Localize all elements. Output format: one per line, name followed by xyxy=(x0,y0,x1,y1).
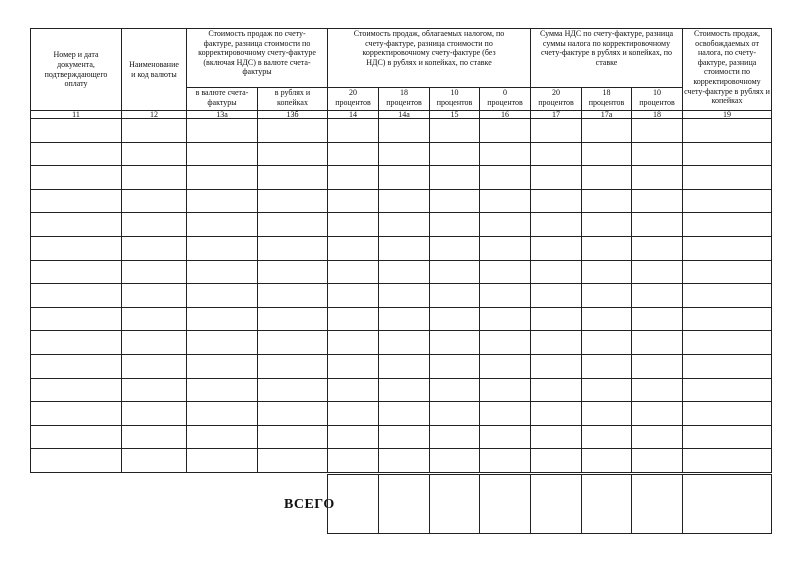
table-cell[interactable] xyxy=(531,425,582,449)
table-cell[interactable] xyxy=(379,166,430,190)
table-cell[interactable] xyxy=(31,189,122,213)
table-cell[interactable] xyxy=(187,378,258,402)
table-cell[interactable] xyxy=(328,189,379,213)
table-cell[interactable] xyxy=(582,425,632,449)
table-cell[interactable] xyxy=(480,354,531,378)
table-cell[interactable] xyxy=(632,449,683,473)
table-cell[interactable] xyxy=(187,189,258,213)
table-cell[interactable] xyxy=(258,449,328,473)
table-cell[interactable] xyxy=(328,402,379,426)
header-currency-name-code: Наименование и код валюты xyxy=(122,29,187,111)
table-cell[interactable] xyxy=(187,119,258,143)
table-row xyxy=(31,142,772,166)
column-number: 19 xyxy=(683,111,772,119)
table-cell[interactable] xyxy=(632,402,683,426)
table-cell[interactable] xyxy=(328,354,379,378)
table-cell[interactable] xyxy=(531,260,582,284)
table-cell[interactable] xyxy=(632,166,683,190)
table-cell[interactable] xyxy=(187,213,258,237)
total-cell[interactable] xyxy=(430,475,480,534)
table-cell[interactable] xyxy=(328,307,379,331)
table-cell[interactable] xyxy=(683,166,772,190)
table-cell[interactable] xyxy=(632,307,683,331)
total-row xyxy=(327,474,772,534)
table-cell[interactable] xyxy=(122,307,187,331)
table-cell[interactable] xyxy=(531,142,582,166)
table-cell[interactable] xyxy=(258,402,328,426)
table-cell[interactable] xyxy=(379,119,430,143)
table-cell[interactable] xyxy=(683,402,772,426)
rate-cell: 18 процентов xyxy=(582,88,632,111)
table-cell[interactable] xyxy=(480,284,531,308)
table-cell[interactable] xyxy=(379,260,430,284)
table-cell[interactable] xyxy=(328,236,379,260)
table-cell[interactable] xyxy=(31,142,122,166)
table-row xyxy=(31,260,772,284)
table-cell[interactable] xyxy=(31,284,122,308)
rate-cell: 20 процентов xyxy=(328,88,379,111)
table-cell[interactable] xyxy=(683,236,772,260)
table-cell[interactable] xyxy=(632,354,683,378)
table-cell[interactable] xyxy=(683,260,772,284)
table-cell[interactable] xyxy=(480,236,531,260)
column-number: 18 xyxy=(632,111,683,119)
total-cell[interactable] xyxy=(632,475,683,534)
column-number: 17 xyxy=(531,111,582,119)
table-cell[interactable] xyxy=(582,119,632,143)
table-cell[interactable] xyxy=(683,189,772,213)
table-cell[interactable] xyxy=(258,378,328,402)
table-cell[interactable] xyxy=(379,284,430,308)
table-cell[interactable] xyxy=(379,449,430,473)
rate-cell: 18 процентов xyxy=(379,88,430,111)
table-cell[interactable] xyxy=(258,142,328,166)
table-cell[interactable] xyxy=(328,213,379,237)
table-cell[interactable] xyxy=(122,260,187,284)
table-cell[interactable] xyxy=(683,331,772,355)
table-cell[interactable] xyxy=(480,307,531,331)
table-row xyxy=(31,119,772,143)
table-cell[interactable] xyxy=(531,402,582,426)
table-cell[interactable] xyxy=(328,142,379,166)
table-cell[interactable] xyxy=(328,425,379,449)
table-row xyxy=(31,307,772,331)
table-row xyxy=(31,425,772,449)
table-cell[interactable] xyxy=(31,378,122,402)
table-cell[interactable] xyxy=(531,119,582,143)
table-cell[interactable] xyxy=(187,236,258,260)
header-sales-in-rubles: в рублях и копейках xyxy=(258,88,328,111)
table-cell[interactable] xyxy=(379,213,430,237)
table-cell[interactable] xyxy=(531,284,582,308)
table-cell[interactable] xyxy=(632,378,683,402)
table-cell[interactable] xyxy=(480,166,531,190)
table-cell[interactable] xyxy=(531,236,582,260)
table-cell[interactable] xyxy=(480,189,531,213)
table-cell[interactable] xyxy=(582,354,632,378)
table-cell[interactable] xyxy=(31,402,122,426)
table-cell[interactable] xyxy=(632,142,683,166)
table-cell[interactable] xyxy=(582,189,632,213)
table-cell[interactable] xyxy=(258,260,328,284)
total-cell[interactable] xyxy=(379,475,430,534)
table-cell[interactable] xyxy=(258,119,328,143)
table-cell[interactable] xyxy=(430,260,480,284)
table-cell[interactable] xyxy=(582,142,632,166)
table-cell[interactable] xyxy=(480,260,531,284)
column-number: 17а xyxy=(582,111,632,119)
table-cell[interactable] xyxy=(379,402,430,426)
table-row xyxy=(31,449,772,473)
table-cell[interactable] xyxy=(187,260,258,284)
table-cell[interactable] xyxy=(187,166,258,190)
column-number: 14 xyxy=(328,111,379,119)
table-cell[interactable] xyxy=(122,402,187,426)
total-cell[interactable] xyxy=(328,475,379,534)
column-number: 14а xyxy=(379,111,430,119)
table-cell[interactable] xyxy=(187,449,258,473)
table-cell[interactable] xyxy=(258,166,328,190)
table-cell[interactable] xyxy=(683,119,772,143)
table-cell[interactable] xyxy=(430,189,480,213)
table-cell[interactable] xyxy=(122,213,187,237)
table-cell[interactable] xyxy=(379,307,430,331)
table-cell[interactable] xyxy=(480,119,531,143)
table-cell[interactable] xyxy=(683,307,772,331)
column-number: 12 xyxy=(122,111,187,119)
total-cell[interactable] xyxy=(480,475,531,534)
table-cell[interactable] xyxy=(430,119,480,143)
table-cell[interactable] xyxy=(480,425,531,449)
table-cell[interactable] xyxy=(328,378,379,402)
table-cell[interactable] xyxy=(258,236,328,260)
table-cell[interactable] xyxy=(258,354,328,378)
table-cell[interactable] xyxy=(582,284,632,308)
total-cell[interactable] xyxy=(582,475,632,534)
header-doc-number-date: Номер и дата документа, подтверждающего оплату xyxy=(31,29,122,111)
table-cell[interactable] xyxy=(379,354,430,378)
table-cell[interactable] xyxy=(258,189,328,213)
rate-cell: 0 процентов xyxy=(480,88,531,111)
table-cell[interactable] xyxy=(258,331,328,355)
table-cell[interactable] xyxy=(480,449,531,473)
column-number-row xyxy=(31,111,772,119)
table-cell[interactable] xyxy=(480,213,531,237)
table-row xyxy=(31,402,772,426)
table-cell[interactable] xyxy=(258,425,328,449)
table-cell[interactable] xyxy=(430,378,480,402)
table-cell[interactable] xyxy=(582,166,632,190)
table-cell[interactable] xyxy=(430,354,480,378)
table-cell[interactable] xyxy=(582,402,632,426)
header-sales-in-invoice-currency: в валюте счета-фактуры xyxy=(187,88,258,111)
table-cell[interactable] xyxy=(187,307,258,331)
table-cell[interactable] xyxy=(531,331,582,355)
table-cell[interactable] xyxy=(31,425,122,449)
table-cell[interactable] xyxy=(122,449,187,473)
table-row xyxy=(31,166,772,190)
table-cell[interactable] xyxy=(531,166,582,190)
table-cell[interactable] xyxy=(328,119,379,143)
table-cell[interactable] xyxy=(683,449,772,473)
table-cell[interactable] xyxy=(122,378,187,402)
table-cell[interactable] xyxy=(582,307,632,331)
table-cell[interactable] xyxy=(379,142,430,166)
table-cell[interactable] xyxy=(31,307,122,331)
table-cell[interactable] xyxy=(430,236,480,260)
table-cell[interactable] xyxy=(531,378,582,402)
column-number: 13б xyxy=(258,111,328,119)
table-cell[interactable] xyxy=(582,331,632,355)
table-cell[interactable] xyxy=(683,284,772,308)
table-cell[interactable] xyxy=(187,284,258,308)
table-cell[interactable] xyxy=(122,284,187,308)
rate-cell: 20 процентов xyxy=(531,88,582,111)
table-cell[interactable] xyxy=(430,449,480,473)
table-cell[interactable] xyxy=(480,402,531,426)
table-cell[interactable] xyxy=(430,166,480,190)
table-row xyxy=(31,354,772,378)
table-cell[interactable] xyxy=(430,213,480,237)
table-cell[interactable] xyxy=(632,189,683,213)
table-cell[interactable] xyxy=(328,331,379,355)
table-cell[interactable] xyxy=(683,425,772,449)
table-cell[interactable] xyxy=(379,189,430,213)
table-row xyxy=(31,284,772,308)
table-cell[interactable] xyxy=(582,260,632,284)
table-row xyxy=(31,189,772,213)
table-cell[interactable] xyxy=(187,142,258,166)
table-row xyxy=(31,378,772,402)
header-vat-amount: Сумма НДС по счету-фактуре, разница суммы налога по корректировочному счету-фактуре в рублях и копейках, по ставке xyxy=(531,29,683,88)
total-cell[interactable] xyxy=(683,475,772,534)
table-cell[interactable] xyxy=(31,449,122,473)
column-number: 15 xyxy=(430,111,480,119)
table-cell[interactable] xyxy=(683,142,772,166)
table-cell[interactable] xyxy=(187,354,258,378)
table-cell[interactable] xyxy=(430,284,480,308)
table-cell[interactable] xyxy=(480,378,531,402)
header-sales-incl-vat: Стоимость продаж по счету-фактуре, разница стоимости по корректировочному счету-фактуре (включая НДС) в валюте счета-фактуры xyxy=(187,29,328,88)
column-number: 13а xyxy=(187,111,258,119)
table-cell[interactable] xyxy=(379,236,430,260)
table-cell[interactable] xyxy=(480,142,531,166)
column-number: 16 xyxy=(480,111,531,119)
table-cell[interactable] xyxy=(122,354,187,378)
table-cell[interactable] xyxy=(683,213,772,237)
rate-cell: 10 процентов xyxy=(430,88,480,111)
table-cell[interactable] xyxy=(582,213,632,237)
table-cell[interactable] xyxy=(122,142,187,166)
table-cell[interactable] xyxy=(187,402,258,426)
table-cell[interactable] xyxy=(531,307,582,331)
table-cell[interactable] xyxy=(31,166,122,190)
table-cell[interactable] xyxy=(328,166,379,190)
table-cell[interactable] xyxy=(430,331,480,355)
table-cell[interactable] xyxy=(31,119,122,143)
rate-cell: 10 процентов xyxy=(632,88,683,111)
table-cell[interactable] xyxy=(187,331,258,355)
table-cell[interactable] xyxy=(379,331,430,355)
table-cell[interactable] xyxy=(328,449,379,473)
table-cell[interactable] xyxy=(632,119,683,143)
table-cell[interactable] xyxy=(632,236,683,260)
table-row xyxy=(31,213,772,237)
table-cell[interactable] xyxy=(122,331,187,355)
table-cell[interactable] xyxy=(683,354,772,378)
table-cell[interactable] xyxy=(328,284,379,308)
header-exempt-sales: Стоимость продаж, освобождаемых от налога, по счету-фактуре, разница стоимости по корректировочному счету-фактуре в рублях и копейках xyxy=(683,29,772,111)
table-cell[interactable] xyxy=(31,354,122,378)
table-cell[interactable] xyxy=(531,189,582,213)
table-cell[interactable] xyxy=(632,425,683,449)
total-label: ВСЕГО xyxy=(284,497,335,512)
table-cell[interactable] xyxy=(582,449,632,473)
table-row xyxy=(31,236,772,260)
table-cell[interactable] xyxy=(122,119,187,143)
table-cell[interactable] xyxy=(122,425,187,449)
table-cell[interactable] xyxy=(632,213,683,237)
table-cell[interactable] xyxy=(379,425,430,449)
table-cell[interactable] xyxy=(531,213,582,237)
table-cell[interactable] xyxy=(328,260,379,284)
table-cell[interactable] xyxy=(31,236,122,260)
table-cell[interactable] xyxy=(187,425,258,449)
table-cell[interactable] xyxy=(582,378,632,402)
header-taxable-sales: Стоимость продаж, облагаемых налогом, по счету-фактуре, разница стоимости по корректировочному счету-фактуре (без НДС) в рублях и копейках, по ставке xyxy=(328,29,531,88)
table-cell[interactable] xyxy=(582,236,632,260)
table-cell[interactable] xyxy=(531,354,582,378)
table-cell[interactable] xyxy=(480,331,531,355)
table-cell[interactable] xyxy=(430,142,480,166)
table-cell[interactable] xyxy=(531,449,582,473)
sales-ledger-table xyxy=(30,28,772,473)
table-cell[interactable] xyxy=(683,378,772,402)
table-row xyxy=(31,331,772,355)
table-cell[interactable] xyxy=(31,331,122,355)
total-cell[interactable] xyxy=(531,475,582,534)
column-number: 11 xyxy=(31,111,122,119)
table-cell[interactable] xyxy=(31,213,122,237)
table-cell[interactable] xyxy=(258,307,328,331)
table-cell[interactable] xyxy=(31,260,122,284)
table-cell[interactable] xyxy=(122,166,187,190)
table-cell[interactable] xyxy=(258,284,328,308)
table-cell[interactable] xyxy=(430,307,480,331)
table-cell[interactable] xyxy=(632,331,683,355)
table-cell[interactable] xyxy=(258,213,328,237)
table-cell[interactable] xyxy=(122,236,187,260)
table-cell[interactable] xyxy=(379,378,430,402)
table-cell[interactable] xyxy=(632,284,683,308)
table-cell[interactable] xyxy=(122,189,187,213)
table-cell[interactable] xyxy=(430,402,480,426)
table-cell[interactable] xyxy=(430,425,480,449)
table-cell[interactable] xyxy=(632,260,683,284)
